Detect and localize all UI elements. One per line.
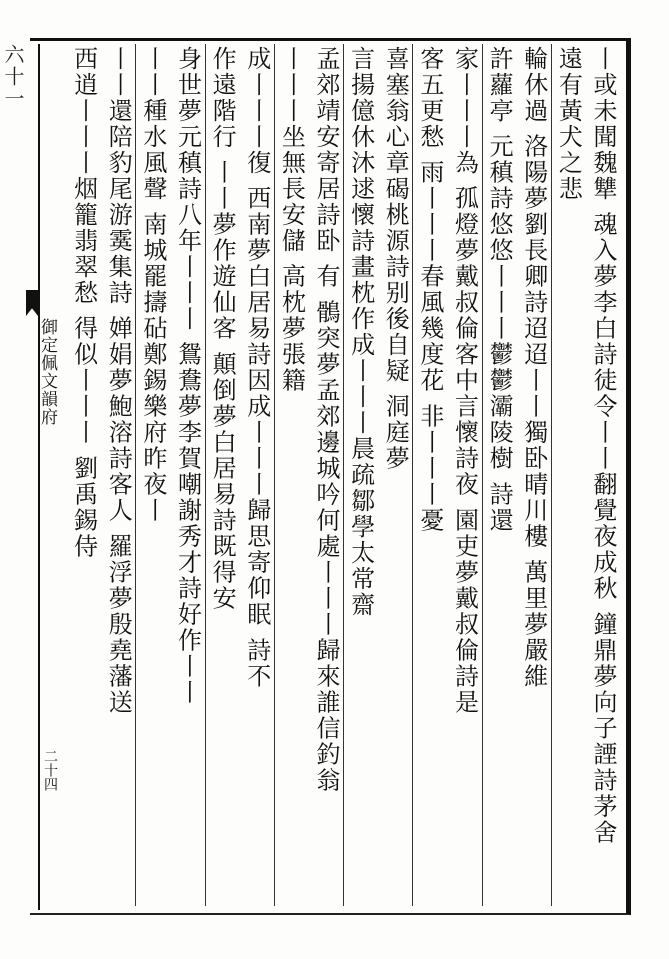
- column-rule: [343, 44, 344, 906]
- margin-strip: [2, 44, 24, 900]
- book-title: 御定佩文韻府: [37, 318, 57, 426]
- column-rule: [482, 44, 483, 906]
- text-column: 家丨丨丨為 孤燈夢戴叔倫客中言懷詩夜 園吏夢戴叔倫詩是: [450, 46, 479, 716]
- text-column: 丨丨種水風聲 南城罷擣砧鄭錫樂府昨夜丨: [138, 46, 167, 524]
- center-fold: [24, 44, 40, 910]
- column-rule: [551, 44, 552, 906]
- text-column: 客五更愁 雨丨丨丨春風幾度花 非丨丨丨憂: [415, 46, 444, 534]
- text-column: 丨丨丨坐無長安儲 高枕夢張籍: [277, 46, 306, 394]
- text-column: 喜塞翁心章碣桃源詩别後自疑 洞庭夢: [381, 46, 410, 472]
- column-rule: [274, 44, 275, 906]
- text-column: 成丨丨丨復 西南夢白居易詩因成丨丨丨歸思寄仰眠 詩不: [242, 46, 271, 690]
- text-column: 西逍丨丨丨烟籠翡翠愁 得似丨丨丨 劉禹錫侍: [69, 46, 98, 560]
- column-rule: [205, 44, 206, 906]
- text-column: 丨丨還陪豹尾游霙集詩 婵娟夢鮑溶詩客人 羅浮夢殷堯藩送: [104, 46, 133, 716]
- text-column: 許蘿亭 元稹詩悠悠丨丨丨鬱鬱灞陵樹 詩還: [485, 46, 514, 534]
- column-rule: [135, 44, 136, 906]
- text-column: 遠有黃犬之悲: [554, 46, 583, 202]
- text-column: 身世夢元稹詩八年丨丨丨 鴛鴦夢李賀嘲謝秀才詩好作丨丨: [173, 46, 202, 706]
- column-rule: [412, 44, 413, 906]
- folio-number: 二十四: [42, 749, 58, 791]
- margin-glyphs: 六十一: [1, 44, 25, 110]
- text-column: 言揚億休沐逑懷詩畫枕作成丨丨丨晨疏鄒學太常齋: [346, 46, 375, 618]
- text-column: 輪休過 洛陽夢劉長卿詩迢迢丨丨獨卧晴川樓 萬里夢嚴維: [519, 46, 548, 690]
- text-column: 丨或未聞魏犨 魂入夢李白詩徒令丨丨翻覺夜成秋 鐘鼎夢向子諲詩茅舍: [589, 46, 617, 846]
- text-column: 作遠階行 丨丨夢作遊仙客 顛倒夢白居易詩既得安: [208, 46, 237, 612]
- text-column: 孟郊靖安寄居詩卧 有 鶻突夢孟郊邊城吟何處丨丨丨歸來誰信釣翁: [312, 46, 340, 794]
